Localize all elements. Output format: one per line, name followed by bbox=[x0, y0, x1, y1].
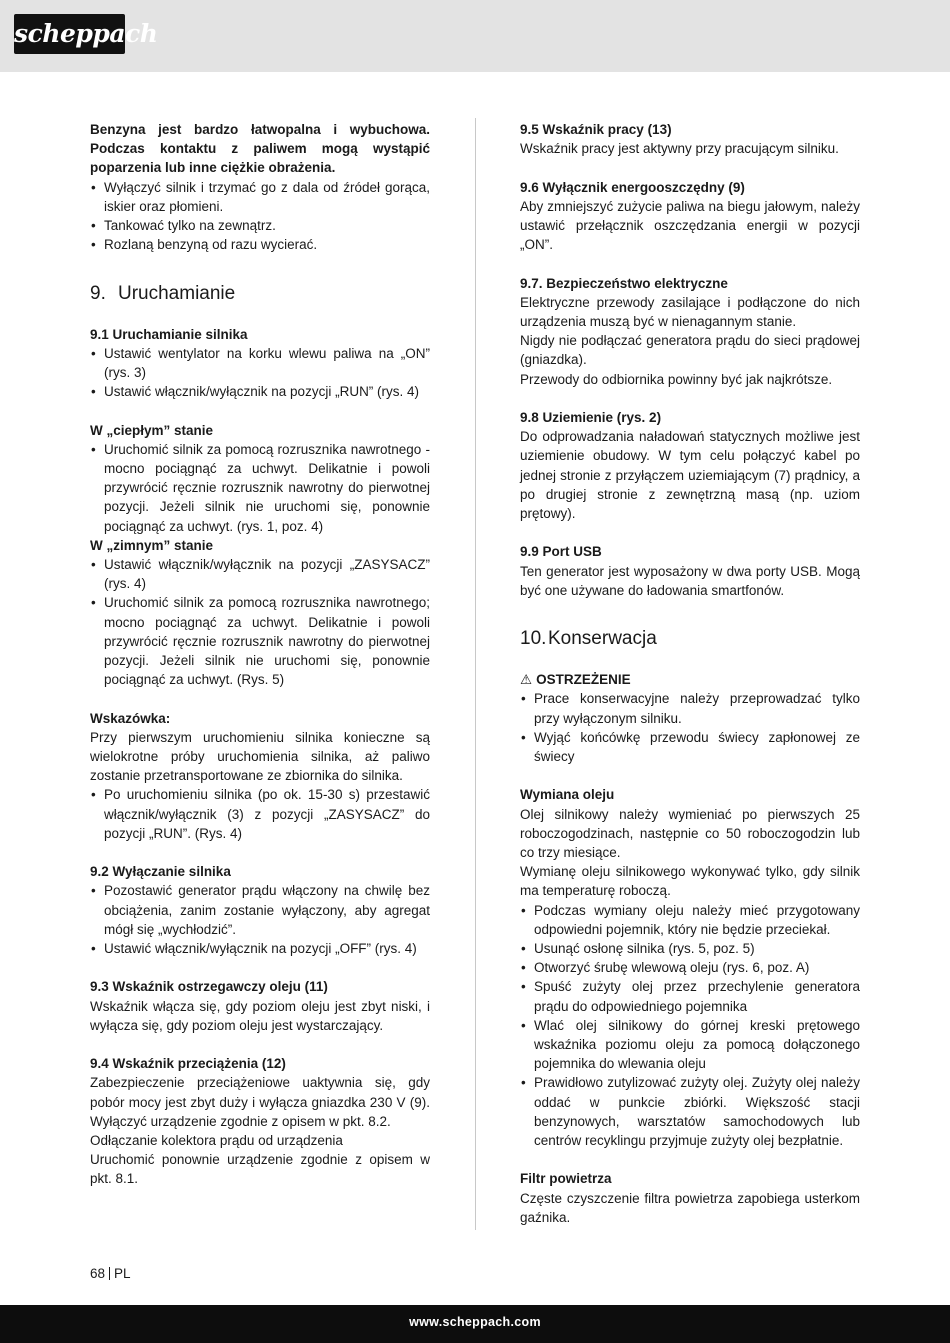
list-item: • Ustawić włącznik/wyłącznik na pozycji „OFF” (rys. 4) bbox=[90, 939, 430, 958]
overload-text: Uruchomić ponownie urządzenie zgodnie z opisem w pkt. 8.1. bbox=[90, 1152, 430, 1187]
list-item: • Otworzyć śrubę wlewową oleju (rys. 6, poz. A) bbox=[520, 958, 860, 977]
list-item: • Uruchomić silnik za pomocą rozrusznika nawrotnego; mocno pociągnąć za uchwyt. Delikatnie i powoli przywrócić ręcznie rozrusznik nawrotny do pierwotnej pozycji. Jeżeli silnik nie uruchomi się, ponownie pociągnąć za uchwyt. (Rys. 5) bbox=[90, 593, 430, 689]
list-item: • Wyjąć końcówkę przewodu świecy zapłonowej ze świecy bbox=[520, 728, 860, 766]
list-item: • Spuść zużyty olej przez przechylenie generatora prądu do odpowiedniego pojemnika bbox=[520, 977, 860, 1015]
oil-change-text: Wymianę oleju silnikowego wykonywać tylko, gdy silnik ma temperaturę roboczą. bbox=[520, 864, 860, 899]
operation-indicator-text: Wskaźnik pracy jest aktywny przy pracującym silniku. bbox=[520, 141, 839, 157]
section-10-heading bbox=[520, 619, 860, 658]
scheppach-logo: scheppach bbox=[14, 14, 125, 54]
right-column bbox=[520, 120, 860, 1227]
overload-text: Odłączanie kolektora prądu od urządzenia bbox=[90, 1133, 343, 1149]
list-item: • Pozostawić generator prądu włączony na chwilę bez obciążenia, zanim zostanie wyłączony, aby agregat mógł się „wychłodzić”. bbox=[90, 881, 430, 939]
oil-warning-text: Wskaźnik włącza się, gdy poziom oleju jest zbyt niski, i wyłącza się, gdy poziom oleju jest wystarczający. bbox=[90, 998, 430, 1033]
air-filter-title: Filtr powietrza bbox=[520, 1171, 612, 1187]
usb-port-text: Ten generator jest wyposażony w dwa porty USB. Mogą być one używane do ładowania smartfonów. bbox=[520, 563, 860, 598]
oil-change-text: Olej silnikowy należy wymieniać po pierwszych 25 roboczogodzinach, następnie co 50 roboczogodzin lub co trzy miesiące. bbox=[520, 806, 860, 861]
section-number: 9. bbox=[90, 282, 106, 304]
electrical-safety-text: Przewody do odbiornika powinny być jak najkrótsze. bbox=[520, 371, 833, 387]
subsection-9-7-title: 9.7. Bezpieczeństwo elektryczne bbox=[520, 275, 728, 291]
list-item: • Ustawić wentylator na korku wlewu paliwa na „ON” (rys. 3) bbox=[90, 344, 430, 382]
subsection-9-6-title: 9.6 Wyłącznik energooszczędny (9) bbox=[520, 179, 745, 195]
list-item: • Podczas wymiany oleju należy mieć przygotowany odpowiedni pojemnik, który nie będzie przeciekał. bbox=[520, 901, 860, 939]
hint-title: Wskazówka: bbox=[90, 710, 171, 726]
cold-state-list bbox=[90, 555, 430, 689]
list-item: • Tankować tylko na zewnątrz. bbox=[90, 216, 430, 235]
warning-triangle-icon: ⚠ bbox=[520, 672, 533, 688]
website-url: www.scheppach.com bbox=[409, 1315, 541, 1329]
stop-engine-list bbox=[90, 881, 430, 958]
page-separator bbox=[109, 1267, 110, 1280]
start-engine-list bbox=[90, 344, 430, 402]
subsection-9-1-title: 9.1 Uruchamianie silnika bbox=[90, 326, 248, 342]
column-divider bbox=[475, 118, 476, 1230]
page-header bbox=[0, 0, 950, 72]
list-item: • Wlać olej silnikowy do górnej kreski prętowego wskaźnika poziomu oleju za pomocą dołączonego pojemnika do wlewania oleju bbox=[520, 1016, 860, 1074]
maintenance-warning-list bbox=[520, 689, 860, 766]
section-9-heading bbox=[90, 274, 430, 313]
section-number: 10. bbox=[520, 628, 547, 650]
hint-list bbox=[90, 785, 430, 843]
oil-change-list bbox=[520, 901, 860, 1151]
warm-state-list bbox=[90, 440, 430, 536]
fuel-warning-text: Benzyna jest bardzo łatwopalna i wybuchowa. Podczas kontaktu z paliwem mogą wystąpić poparzenia lub inne ciężkie obrażenia. bbox=[90, 122, 430, 176]
subsection-9-3-title: 9.3 Wskaźnik ostrzegawczy oleju (11) bbox=[90, 979, 328, 995]
subsection-9-4-title: 9.4 Wskaźnik przeciążenia (12) bbox=[90, 1056, 286, 1072]
eco-switch-text: Aby zmniejszyć zużycie paliwa na biegu jałowym, należy ustawić przełącznik oszczędzania energii w pozycji „ON”. bbox=[520, 198, 860, 253]
warning-heading bbox=[520, 670, 860, 689]
air-filter-text: Częste czyszczenie filtra powietrza zapobiega usterkom gaźnika. bbox=[520, 1190, 860, 1225]
subsection-9-5-title: 9.5 Wskaźnik pracy (13) bbox=[520, 122, 672, 137]
oil-change-title: Wymiana oleju bbox=[520, 787, 615, 803]
list-item: • Wyłączyć silnik i trzymać go z dala od źródeł gorąca, iskier oraz płomieni. bbox=[90, 178, 430, 216]
section-title: Uruchamianie bbox=[118, 282, 236, 304]
page-number-value: 68 bbox=[90, 1266, 106, 1281]
list-item: • Usunąć osłonę silnika (rys. 5, poz. 5) bbox=[520, 939, 860, 958]
list-item: • Prawidłowo zutylizować zużyty olej. Zużyty olej należy oddać w punkcie zbiórki. Większość stacji benzynowych, warsztatów samochodowych lub centrów recyklingu przyjmuje zużyty olej bezpłatnie. bbox=[520, 1073, 860, 1150]
list-item: • Prace konserwacyjne należy przeprowadzać tylko przy wyłączonym silniku. bbox=[520, 689, 860, 727]
subsection-9-2-title: 9.2 Wyłączanie silnika bbox=[90, 864, 231, 880]
language-code: PL bbox=[114, 1266, 131, 1281]
fuel-safety-list bbox=[90, 178, 430, 255]
warning-title: OSTRZEŻENIE bbox=[536, 672, 631, 688]
hint-text: Przy pierwszym uruchomieniu silnika konieczne są wielokrotne próby uruchomienia silnika, aż paliwo zostanie przetransportowane ze zbiornika do silnika. bbox=[90, 729, 430, 784]
list-item: • Ustawić włącznik/wyłącznik na pozycji „ZASYSACZ” (rys. 4) bbox=[90, 555, 430, 593]
section-title: Konserwacja bbox=[548, 628, 657, 650]
list-item: • Po uruchomieniu silnika (po ok. 15-30 s) przestawić włącznik/wyłącznik (3) z pozycji „ZASYSACZ” do pozycji „RUN”. (Rys. 4) bbox=[90, 785, 430, 843]
overload-text: Zabezpieczenie przeciążeniowe uaktywnia się, gdy pobór mocy jest zbyt duży i wyłącza gniazdka 230 V (9). Wyłączyć urządzenie zgodnie z opisem w pkt. 8.2. bbox=[90, 1075, 430, 1129]
list-item: • Rozlaną benzyną od razu wycierać. bbox=[90, 235, 430, 254]
left-column bbox=[90, 120, 430, 1189]
subsection-9-8-title: 9.8 Uziemienie (rys. 2) bbox=[520, 410, 662, 425]
list-item: • Ustawić włącznik/wyłącznik na pozycji „RUN” (rys. 4) bbox=[90, 382, 430, 401]
electrical-safety-text: Elektryczne przewody zasilające i podłączone do nich urządzenia muszą być w nienagannym stanie. bbox=[520, 294, 860, 329]
electrical-safety-text: Nigdy nie podłączać generatora prądu do sieci prądowej (gniazdka). bbox=[520, 333, 860, 368]
cold-state-title: W „zimnym” stanie bbox=[90, 537, 214, 553]
grounding-text: Do odprowadzania naładowań statycznych możliwe jest uziemienie obudowy. W tym celu połączyć kabel po jednej stronie z przyłączem uziemiającym (7) prądnicy, a po drugiej stronie z zewnętrzną masą (np. uziom prętowy). bbox=[520, 429, 860, 522]
page-number bbox=[90, 1265, 131, 1283]
warm-state-title: W „ciepłym” stanie bbox=[90, 422, 214, 438]
subsection-9-9-title: 9.9 Port USB bbox=[520, 544, 602, 560]
list-item: • Uruchomić silnik za pomocą rozrusznika nawrotnego - mocno pociągnąć za uchwyt. Delikatnie i powoli przywrócić ręcznie rozrusznik nawrotny do pierwotnej pozycji. Jeżeli silnik nie uruchomi się, ponownie pociągnąć za uchwyt. (rys. 1, poz. 4) bbox=[90, 440, 430, 536]
page-footer bbox=[0, 1305, 950, 1343]
